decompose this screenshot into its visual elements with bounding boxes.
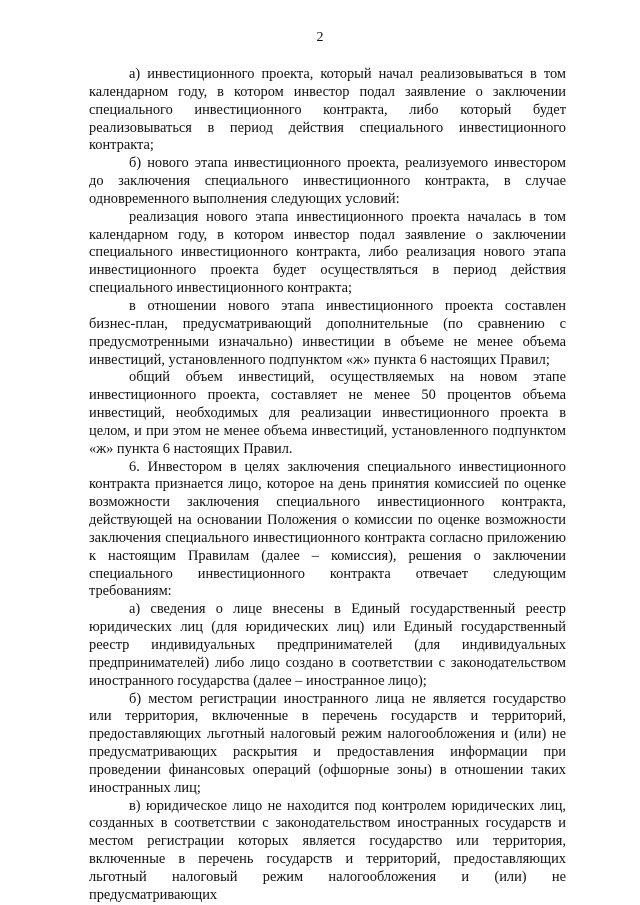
paragraph-requirement-v: в) юридическое лицо не находится под контролем юридических лиц, созданных в соответствии с законодательством иностранных государств и местом регистрации которых является государство или территория, включенные в перечень государств и территорий, предоставляющих льготный налоговый режим налогообложения и (или) не предусматривающих — [89, 797, 566, 903]
paragraph-condition-business-plan: в отношении нового этапа инвестиционного проекта составлен бизнес-план, предусматривающий дополнительные (по сравнению с предусмотренными изначально) инвестиции в объеме не менее объема инвестиций, установленного подпунктом «ж» пункта 6 настоящих Правил; — [89, 297, 566, 368]
paragraph-condition-start: реализация нового этапа инвестиционного проекта началась в том календарном году, в котором инвестор подал заявление о заключении специального инвестиционного контракта, либо реализация нового этапа инвестиционного проекта будет осуществляться в период действия специального инвестиционного контракта; — [89, 208, 566, 297]
paragraph-investment-project-a: а) инвестиционного проекта, который начал реализовываться в том календарном году, в котором инвестор подал заявление о заключении специального инвестиционного контракта, либо который будет реализовываться в период действия специального инвестиционного контракта; — [89, 66, 566, 154]
paragraph-condition-total-volume: общий объем инвестиций, осуществляемых на новом этапе инвестиционного проекта, составляет не менее 50 процентов объема инвестиций, необходимых для реализации инвестиционного проекта в целом, и при этом не менее объема инвестиций, установленного подпунктом «ж» пункта 6 настоящих Правил. — [89, 369, 566, 457]
page-number: 2 — [316, 30, 324, 45]
paragraph-requirement-a: а) сведения о лице внесены в Единый государственный реестр юридических лиц (для юридических лиц) или Единый государственный реестр индивидуальных предпринимателей (для индивидуальных предпринимателей) либо лицо создано в соответствии с законодательством иностранного государства (далее – иностранное лицо); — [89, 601, 566, 689]
paragraph-clause-6: 6. Инвестором в целях заключения специального инвестиционного контракта признается лицо, которое на день принятия комиссией по оценке возможности заключения специального инвестиционного контракта, действующей на основании Положения о комиссии по оценке возможности заключения специального инвестиционного контракта согласно приложению к настоящим Правилам (далее – комиссия), решения о заключении специального инвестиционного контракта отвечает следующим требованиям: — [89, 458, 566, 600]
paragraph-new-stage-b: б) нового этапа инвестиционного проекта, реализуемого инвестором до заключения специального инвестиционного контракта, в случае одновременного выполнения следующих условий: — [89, 155, 566, 207]
document-body — [89, 66, 566, 905]
paragraph-requirement-b: б) местом регистрации иностранного лица не является государство или территория, включенные в перечень государств и территорий, предоставляющих льготный налоговый режим налогообложения и (или) не предусматривающих раскрытия и предоставления информации при проведении финансовых операций (офшорные зоны) в отношении таких иностранных лиц; — [89, 690, 566, 796]
